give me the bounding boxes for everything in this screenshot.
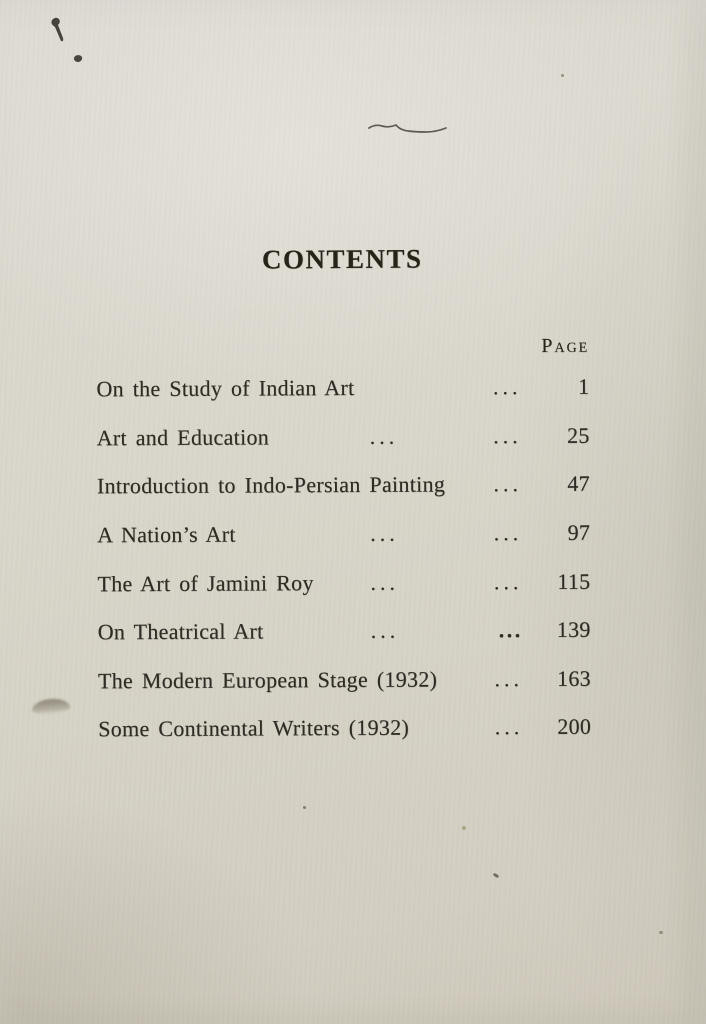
toc-entry [98,703,591,754]
toc-entry-page-number: 47 [567,471,590,497]
toc-entry [97,557,590,608]
leader-dots-end: ... [493,520,523,546]
toc-entry [98,606,591,657]
leader-dots-end: ... [493,422,522,449]
toc-entry-title: The Art of Jamini Roy [97,569,314,596]
page-column-label: Page [541,334,590,357]
paper-speck [659,931,663,934]
toc-entry-title: Introduction to Indo-Persian Painting [96,471,446,499]
ink-dot-mark [73,54,83,63]
leader-dots-end: ... [493,471,522,497]
paper-speck [303,806,306,809]
toc-entry [97,460,590,511]
paper-speck [493,873,500,879]
toc-entry-page-number: 200 [557,714,592,740]
leader-dots-mid: ... [370,520,399,546]
toc-entry [97,508,590,559]
leader-dots-end: ... [493,568,523,594]
paper-speck [561,74,564,77]
toc-entry-page-number: 97 [567,519,591,545]
ink-stroke-mark [49,16,67,44]
toc-entry-title: Some Continental Writers (1932) [98,715,410,742]
paper-speck [462,826,466,830]
leader-dots-mid: ... [370,569,400,595]
leader-dots-mid: ... [370,617,400,644]
page-title: CONTENTS [261,243,423,275]
hairline-scratch-mark [366,118,450,138]
toc-entry-title: The Modern European Stage (1932) [97,666,438,694]
smudge-mark [31,697,70,715]
toc-entry-page-number: 115 [557,568,591,594]
toc-entry-title: A Nation’s Art [97,521,236,548]
leader-dots-mid: ... [369,423,399,449]
toc-entry [96,363,589,414]
leader-dots-end: ... [494,665,524,692]
toc-entry-page-number: 1 [578,374,590,400]
toc-entry-title: On Theatrical Art [97,618,264,645]
toc-entry [98,654,591,705]
toc-entry-title: On the Study of Indian Art [96,375,355,402]
leader-dots-end: ... [492,374,522,400]
toc-entry [97,411,590,462]
toc-entry-title: Art and Education [96,424,270,451]
table-of-contents [96,242,592,754]
leader-dots-end: ... [494,714,524,740]
toc-entry-page-number: 139 [556,616,591,643]
toc-entry-page-number: 25 [567,422,590,448]
leader-dots-end: ... [498,617,523,643]
toc-list [96,363,591,754]
toc-entry-page-number: 163 [556,665,592,691]
